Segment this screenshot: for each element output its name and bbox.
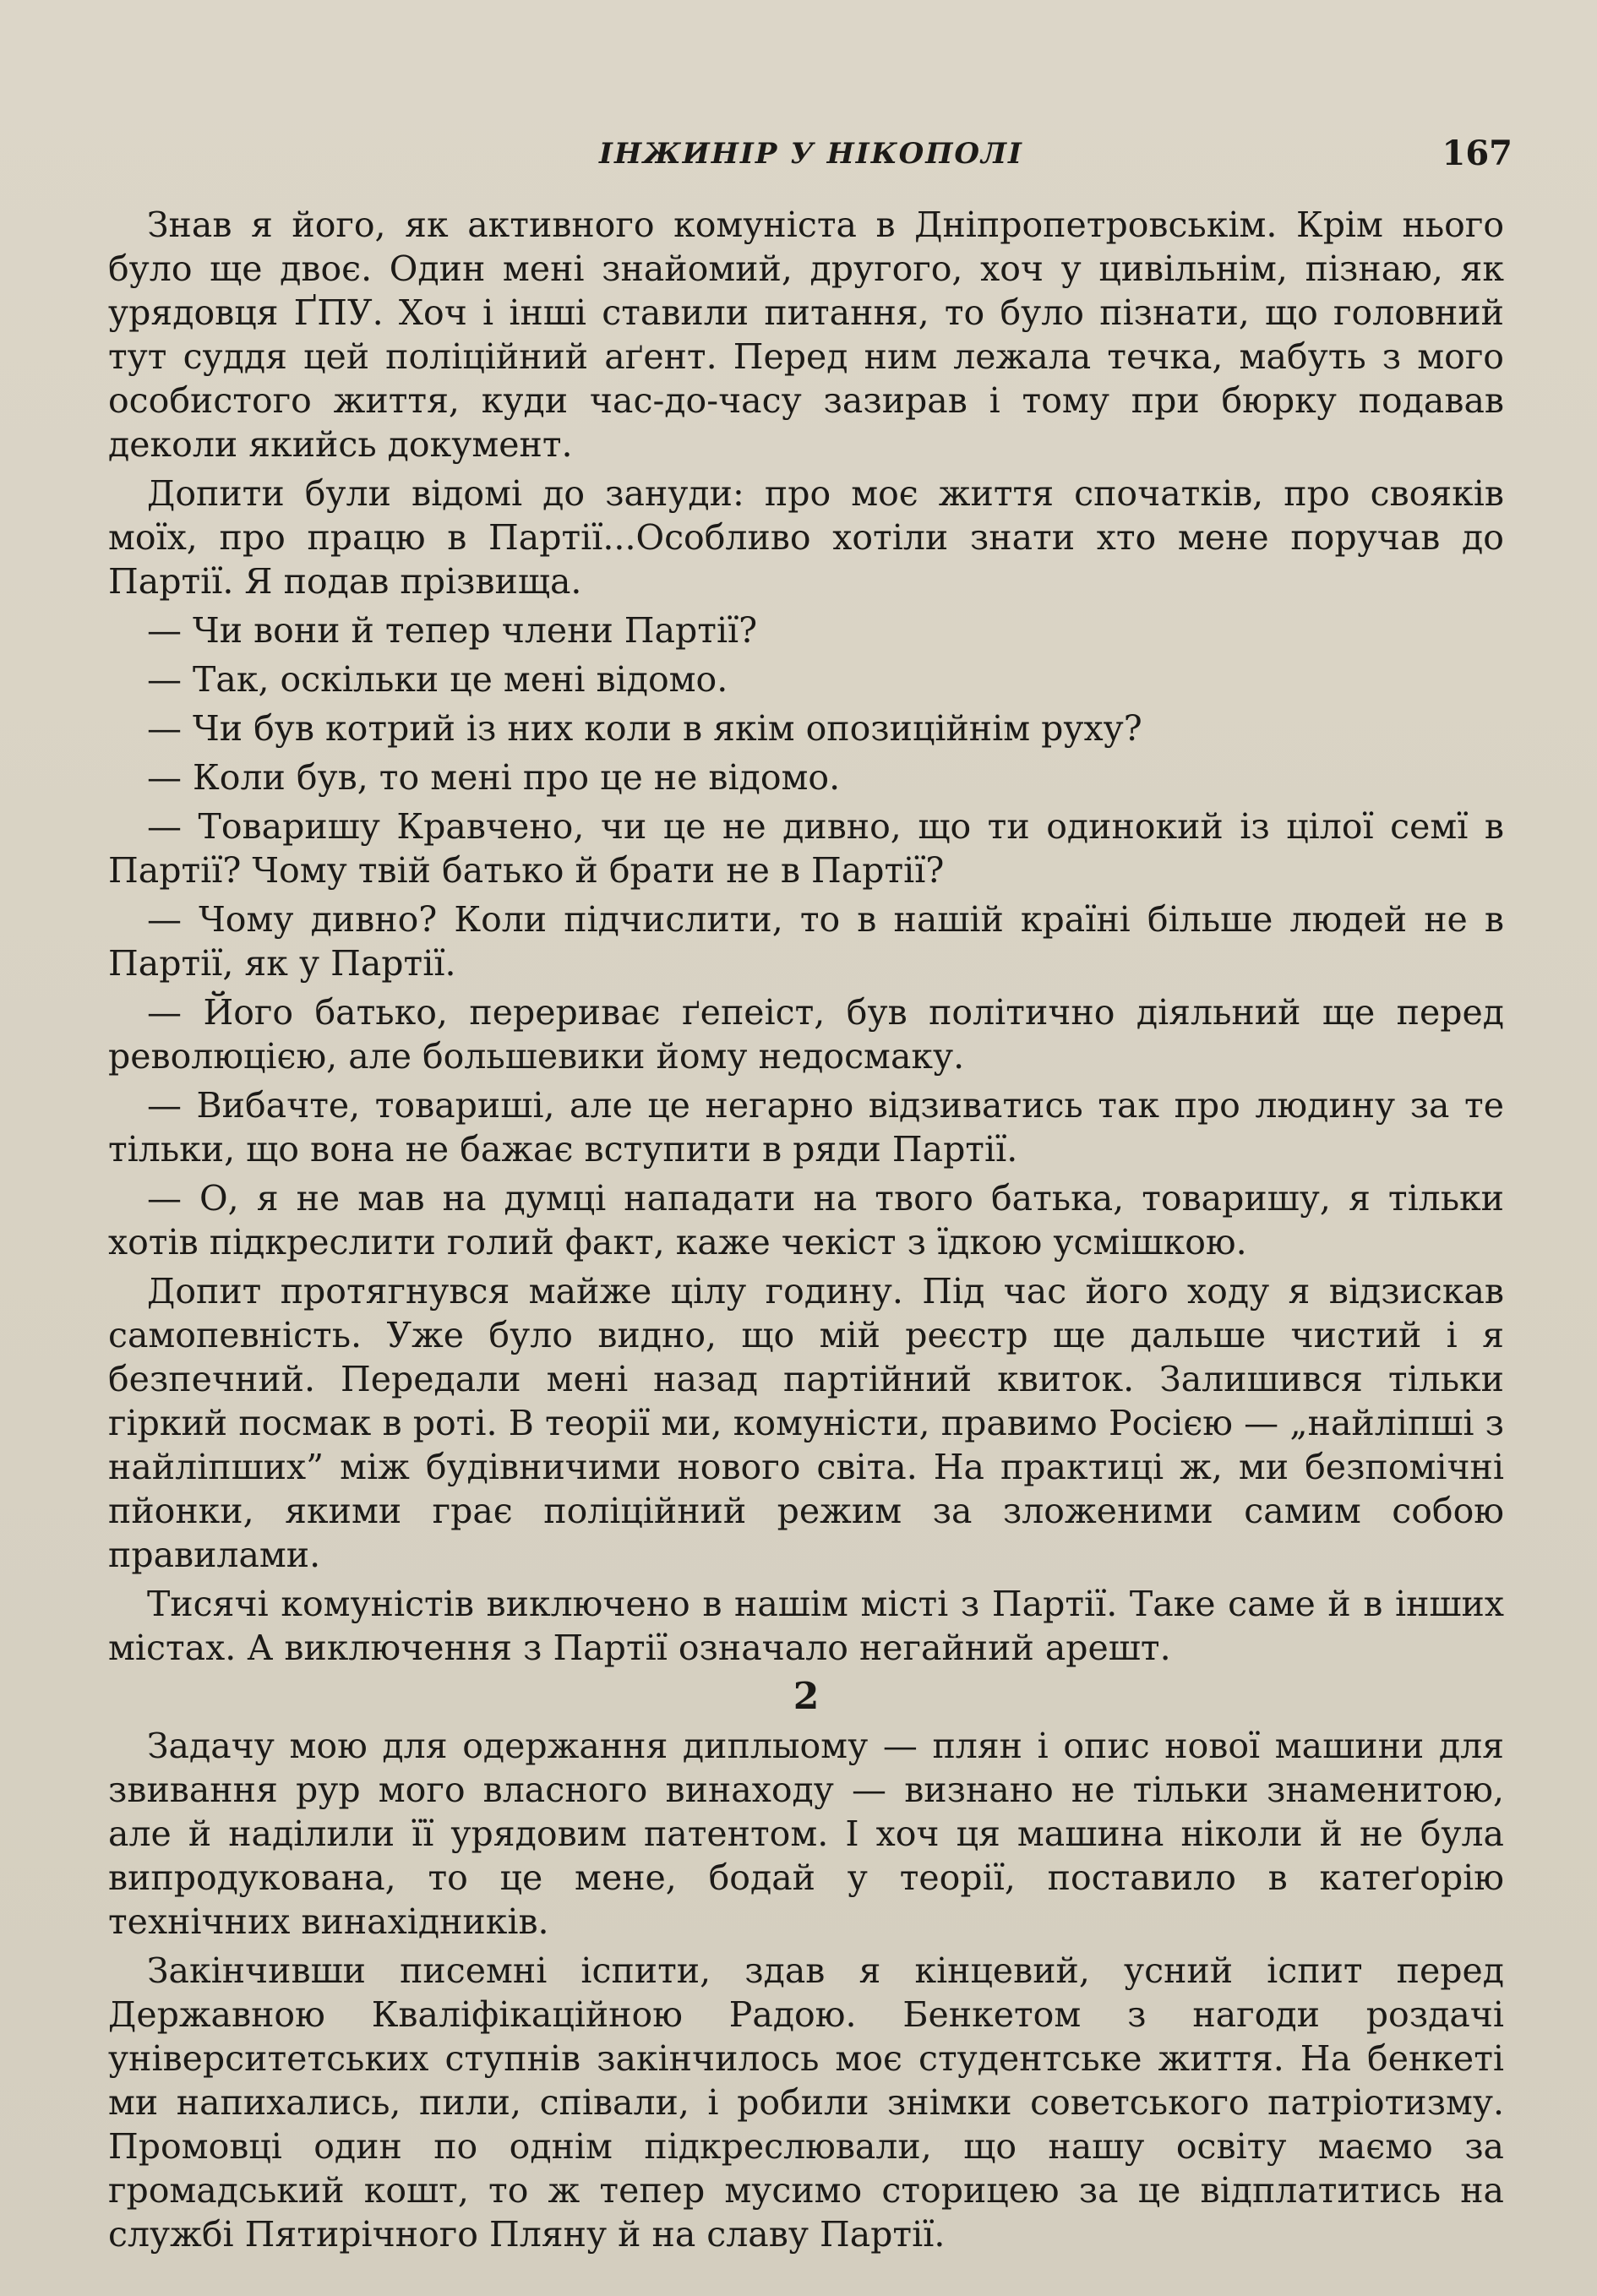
dialogue-line: — Вибачте, товариші, але це негарно відзиватись так про людину за те тільки, що вона не бажає вступити в ряди Партії. bbox=[108, 1085, 1504, 1170]
section-number: 2 bbox=[793, 1675, 820, 1718]
page-header bbox=[110, 134, 1513, 184]
page-number: 167 bbox=[1442, 134, 1513, 173]
dialogue-line: — Чи вони й тепер члени Партії? bbox=[147, 610, 758, 651]
body-text bbox=[108, 203, 1504, 2261]
paragraph: Закінчивши писемні іспити, здав я кінцевий, усний іспит перед Державною Кваліфікаційною Радою. Бенкетом з нагоди роздачі університетських ступнів закінчилось моє студентське життя. На бенкеті ми напихались, пили, співали, і робили знімки советського патріотизму. Промовці один по однім підкреслювали, що нашу освіту маємо за громадський кошт, то ж тепер мусимо сторицею за це відплатитись на службі Пятирічного Пляну й на славу Партії. bbox=[108, 1950, 1504, 2255]
paragraph: Тисячі комуністів виключено в нашім місті з Партії. Таке саме й в інших містах. А виключення з Партії означало негайний арешт. bbox=[108, 1584, 1504, 1668]
paragraph: Задачу мою для одержання диплыому — плян і опис нової машини для звивання рур мого власного винаходу — визнано не тільки знаменитою, але й наділили її урядовим патентом. І хоч ця машина ніколи й не була випродукована, то це мене, бодай у теорії, поставило в катеґорію технічних винахідників. bbox=[108, 1726, 1504, 1942]
paragraph: Знав я його, як активного комуніста в Дніпропетровськім. Крім нього було ще двоє. Один мені знайомий, другого, хоч у цивільнім, пізнаю, як урядовця ҐПУ. Хоч і інші ставили питання, то було пізнати, що головний тут суддя цей поліційний аґент. Перед ним лежала течка, мабуть з мого особистого життя, куди час-до-часу зазирав і тому при бюрку подавав деколи якийсь документ. bbox=[108, 205, 1504, 465]
dialogue-line: — Коли був, то мені про це не відомо. bbox=[147, 757, 841, 798]
paragraph: Допити були відомі до зануди: про моє життя спочатків, про свояків моїх, про працю в Партії...Особливо хотіли знати хто мене поручав до Партії. Я подав прізвища. bbox=[108, 473, 1504, 602]
dialogue-line: — О, я не мав на думці нападати на твого батька, товаришу, я тільки хотів підкреслити голий факт, каже чекіст з їдкою усмішкою. bbox=[108, 1178, 1504, 1263]
dialogue-line: — Чи був котрий із них коли в якім опозиційнім руху? bbox=[147, 708, 1142, 749]
dialogue-line: — Чому дивно? Коли підчислити, то в нашій країні більше людей не в Партії, як у Партії. bbox=[108, 899, 1504, 984]
dialogue-line: — Товаришу Кравчено, чи це не дивно, що ти одинокий із цілої семї в Партії? Чому твій батько й брати не в Партії? bbox=[108, 806, 1504, 891]
dialogue-line: — Так, оскільки це мені відомо. bbox=[147, 659, 728, 700]
paragraph: Допит протягнувся майже цілу годину. Під час його ходу я відзискав самопевність. Уже було видно, що мій реєстр ще дальше чистий і я безпечний. Передали мені назад партійний квиток. Залишився тільки гіркий посмак в роті. В теорії ми, комуністи, правимо Росією — „найліпші з найліпших” між будівничими нового світа. На практиці ж, ми безпомічні пйонки, якими грає поліційний режим за зложеними самим собою правилами. bbox=[108, 1271, 1504, 1575]
dialogue-line: — Його батько, перериває ґепеіст, був політично діяльний ще перед революцією, але большевики йому недосмаку. bbox=[108, 992, 1504, 1077]
running-title: ІНЖИНІР У НІКОПОЛІ bbox=[599, 137, 1023, 171]
